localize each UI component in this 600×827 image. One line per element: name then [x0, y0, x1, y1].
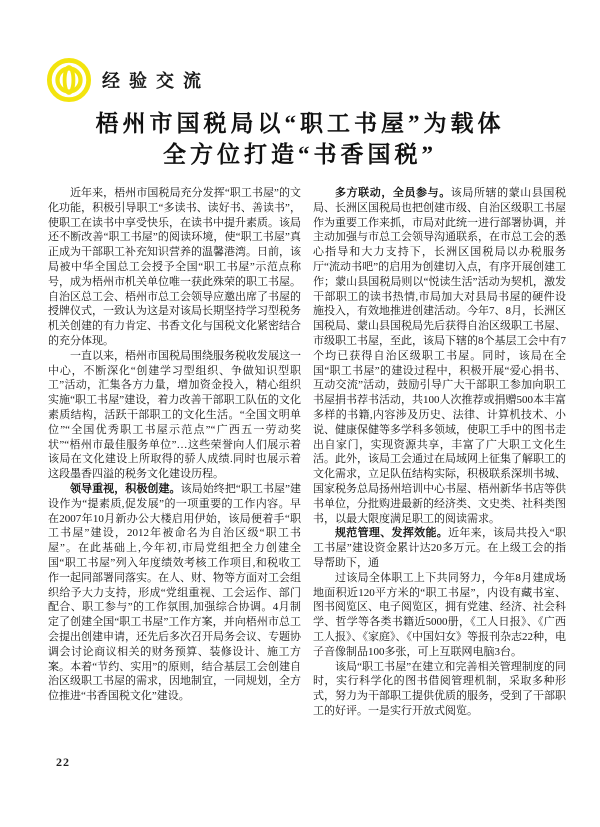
- paragraph-text: 近年来，梧州市国税局充分发挥“职工书屋”的文化功能，积极引导职工“多读书、读好书、善读书”，使职工在读书中享受快乐，在读书中提升素质。该局还不断改善“职工书屋”的阅读环境，使“职工书屋”真正成为干部职工补充知识营养的温馨港湾。日前，该局被中华全国总工会授予全国“职工书屋”示范点称号，成为梧州市机关单位唯一获此殊荣的职工书屋。自治区总工会、梧州市总工会领导应邀出席了书屋的授牌仪式，一致认为这是对该局长期坚持学习型税务机关创建的有力肯定、书香文化与国税文化紧密结合的充分体现。: [48, 187, 301, 347]
- article-title-line2: 全方位打造“书香国税”: [163, 142, 437, 167]
- article-body-columns: [48, 186, 566, 730]
- article-paragraph: [48, 482, 301, 704]
- article-paragraph: [313, 660, 566, 719]
- article-paragraph: [48, 349, 301, 482]
- paragraph-text: 该局始终把“职工书屋”建设作为“提素质,促发展”的一项重要的工作内容。早在2007年10月新办公大楼启用伊始，该局便着手“职工书屋”建设，2012年被命名为自治区级“职工书屋”。在此基础上,今年初,市局党组把全力创建全国“职工书屋”列入年度绩效考核工作项目,和税收工作一起同部署同落实。在人、财、物等方面对工会组织给予大力支持，形成“党组重视、工会运作、部门配合、职工参与”的工作氛围,加强综合协调。4月制定了创建全国“职工书屋”工作方案，并向梧州市总工会提出创建申请，还先后多次召开局务会议、专题协调会讨论商议相关的财务预算、装修设计、施工方案。本着“节约、实用”的原则，结合基层工会创建自治区级职工书屋的需求，因地制宜，一同规划，全方位推进“书香国税文化”建设。: [48, 482, 302, 703]
- paragraph-text: 该局所辖的蒙山县国税局、长洲区国税局也把创建市级、自治区级职工书屋作为重要工作来抓，市局对此统一进行部署协调，并主动加强与市总工会领导沟通联系，在市总工会的悉心指导和大力支持下，长洲区国税局以办税服务厅“流动书吧”的启用为创建切入点，有序开展创建工作；蒙山县国税局则以“悦读生活”活动为契机，激发干部职工的读书热情,市局加大对县局书屋的硬件设施投入，有效地推进创建活动。今年7、8月，长洲区国税局、蒙山县国税局先后获得自治区级职工书屋、市级职工书屋，至此，该局下辖的8个基层工会中有7个均已获得自治区级职工书屋。同时，该局在全国“职工书屋”的建设过程中，积极开展“爱心捐书、互动交流”活动，鼓励引导广大干部职工参加向职工书屋捐书荐书活动，共100人次推荐或捐赠500本丰富多样的书籍,内容涉及历史、法律、计算机技术、小说、健康保健等多学科多领域，使职工手中的图书走出自家门，实现资源共享，丰富了广大职工文化生活。此外，该局工会通过在局域网上征集了解职工的文化需求，立足队伍结构实际，积极联系深圳书城、国家税务总局扬州培训中心书屋、梧州新华书店等供书单位，分批购进最新的经济类、文史类、社科类图书，以最大限度满足职工的阅读需求。: [313, 187, 567, 525]
- paragraph-lead: 领导重视，积极创建。: [70, 482, 181, 495]
- paragraph-text: 过该局全体职工上下共同努力，今年8月建成场地面积近120平方米的“职工书屋”，内设有藏书室、图书阅览区、电子阅览区，拥有党建、经济、社会科学、哲学等各类书籍近5000册，《工人日报》、《广西工人报》、《家庭》、《中国妇女》等报刊杂志22种，电子音像制品100多张，可上互联网电脑3台。: [313, 571, 566, 658]
- paragraph-text: 该局“职工书屋”在建立和完善相关管理制度的同时，实行科学化的图书借阅管理机制，采取多种形式，努力为干部职工提供优质的服务，受到了干部职工的好评。一是实行开放式阅览。: [313, 660, 566, 717]
- paragraph-text: 近年来，该局共投入“职工书屋”建设资金累计达20多万元。在上级工会的指导帮助下，通: [313, 527, 566, 569]
- article-title: [0, 108, 600, 170]
- section-label: 经验交流: [102, 71, 210, 91]
- page-number: 22: [56, 755, 70, 769]
- article-title-line1: 梧州市国税局以“职工书屋”为载体: [95, 111, 505, 136]
- paragraph-lead: 多方联动，全员参与。: [335, 187, 451, 199]
- section-header: [46, 56, 210, 104]
- article-paragraph: [313, 186, 566, 526]
- article-paragraph: [48, 186, 301, 349]
- acftu-union-logo-icon: [46, 57, 92, 103]
- article-paragraph: [313, 571, 566, 660]
- paragraph-lead: 规范管理、发挥效能。: [335, 527, 449, 540]
- article-paragraph: [313, 526, 566, 570]
- paragraph-text: 一直以来，梧州市国税局围绕服务税收发展这一中心，不断深化“创建学习型组织、争做知识型职工”活动，汇集各方力量，增加资金投入，精心组织实施“职工书屋”建设，着力改善干部职工队伍的文化素质结构，活跃干部职工的文化生活。“全国文明单位”“全国优秀职工书屋示范点”“广西五一劳动奖状”“梧州市最佳服务单位”…这些荣誉向人们展示着该局在文化建设上所取得的骄人成绩.同时也展示着这段墨香四溢的税务文化建设历程。: [48, 349, 301, 481]
